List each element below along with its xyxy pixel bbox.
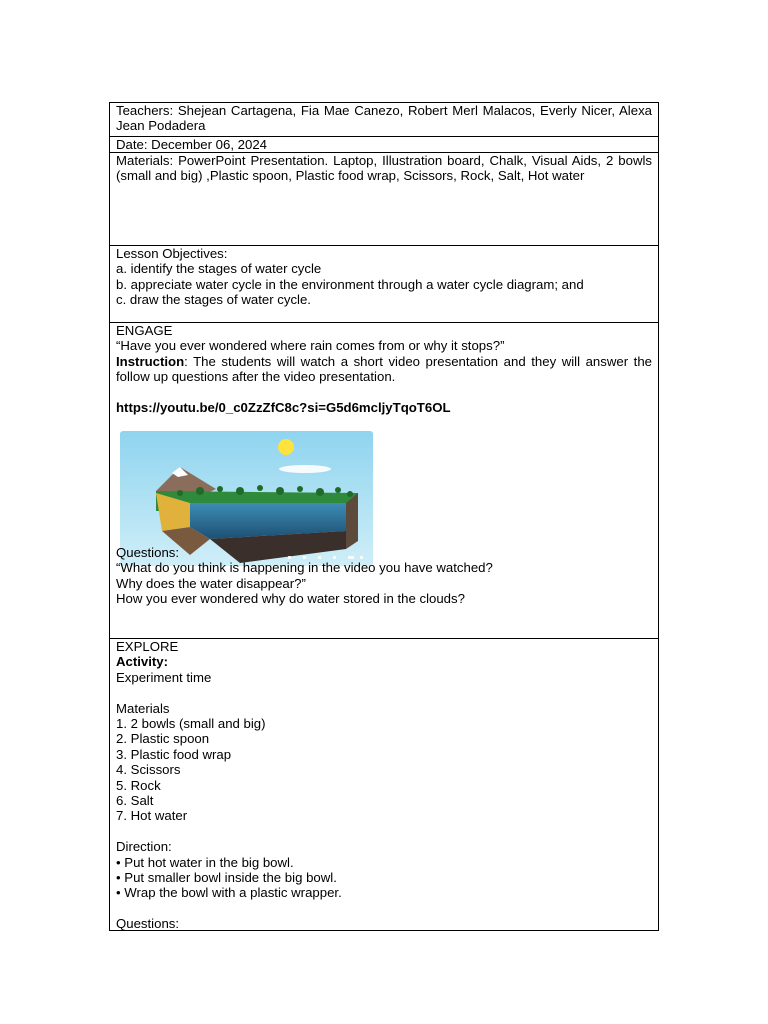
material-item: 1. 2 bowls (small and big) [116, 716, 266, 732]
materials-heading: Materials [116, 700, 170, 716]
engage-question: “Have you ever wondered where rain comes from or why it stops?” [116, 338, 505, 354]
materials-cell [110, 152, 658, 245]
objective-item: a. identify the stages of water cycle [116, 261, 322, 277]
direction-heading: Direction: [116, 839, 172, 855]
activity-name: Experiment time [116, 669, 212, 685]
engage-cell [110, 322, 658, 638]
cloud-icon [279, 465, 331, 473]
materials-text: Materials: PowerPoint Presentation. Laptop, Illustration board, Chalk, Visual Aids, 2 bowls (small and big) ,Plastic spoon, Plastic food wrap, Scissors, Rock, Salt, Hot water [116, 153, 652, 184]
material-item: 3. Plastic food wrap [116, 746, 232, 762]
explore-heading: EXPLORE [116, 639, 179, 654]
explore-cell [110, 638, 658, 930]
material-item: 5. Rock [116, 777, 161, 793]
video-link[interactable]: https://youtu.be/0_c0ZzZfC8c?si=G5d6mcljyTqoT6OL [116, 400, 451, 416]
question-item: Why does the water disappear?” [116, 575, 306, 591]
objective-item: b. appreciate water cycle in the environment through a water cycle diagram; and [116, 276, 584, 292]
question-item: “What do you think is happening in the video you have watched? [116, 560, 493, 576]
lesson-plan-table [109, 102, 659, 931]
teachers-cell [110, 103, 658, 136]
teachers-text: Teachers: Shejean Cartagena, Fia Mae Canezo, Robert Merl Malacos, Everly Nicer, Alexa Jean Podadera [116, 103, 652, 134]
sun-icon [278, 439, 294, 455]
question-item: How you ever wondered why do water stored in the clouds? [116, 591, 465, 607]
material-item: 7. Hot water [116, 808, 188, 824]
material-item: 2. Plastic spoon [116, 731, 210, 747]
date-text: Date: December 06, 2024 [116, 137, 268, 152]
material-item: 6. Salt [116, 793, 154, 809]
questions-heading: Questions: [116, 545, 180, 560]
objective-item: c. draw the stages of water cycle. [116, 292, 311, 308]
engage-heading: ENGAGE [116, 323, 173, 338]
objectives-cell [110, 245, 658, 322]
engage-questions-block [116, 545, 652, 607]
instruction-label: Instruction [116, 353, 185, 369]
material-item: 4. Scissors [116, 762, 181, 778]
direction-item: • Wrap the bowl with a plastic wrapper. [116, 885, 342, 901]
activity-label: Activity: [116, 654, 169, 670]
explore-questions-heading: Questions: [116, 916, 180, 932]
direction-item: • Put smaller bowl inside the big bowl. [116, 870, 337, 886]
date-cell [110, 136, 658, 152]
instruction-text: : The students will watch a short video presentation and they will answer the follow up questions after the video presentation. [116, 353, 652, 385]
direction-item: • Put hot water in the big bowl. [116, 854, 294, 870]
objectives-heading: Lesson Objectives: [116, 246, 228, 261]
engage-instruction [116, 354, 652, 385]
